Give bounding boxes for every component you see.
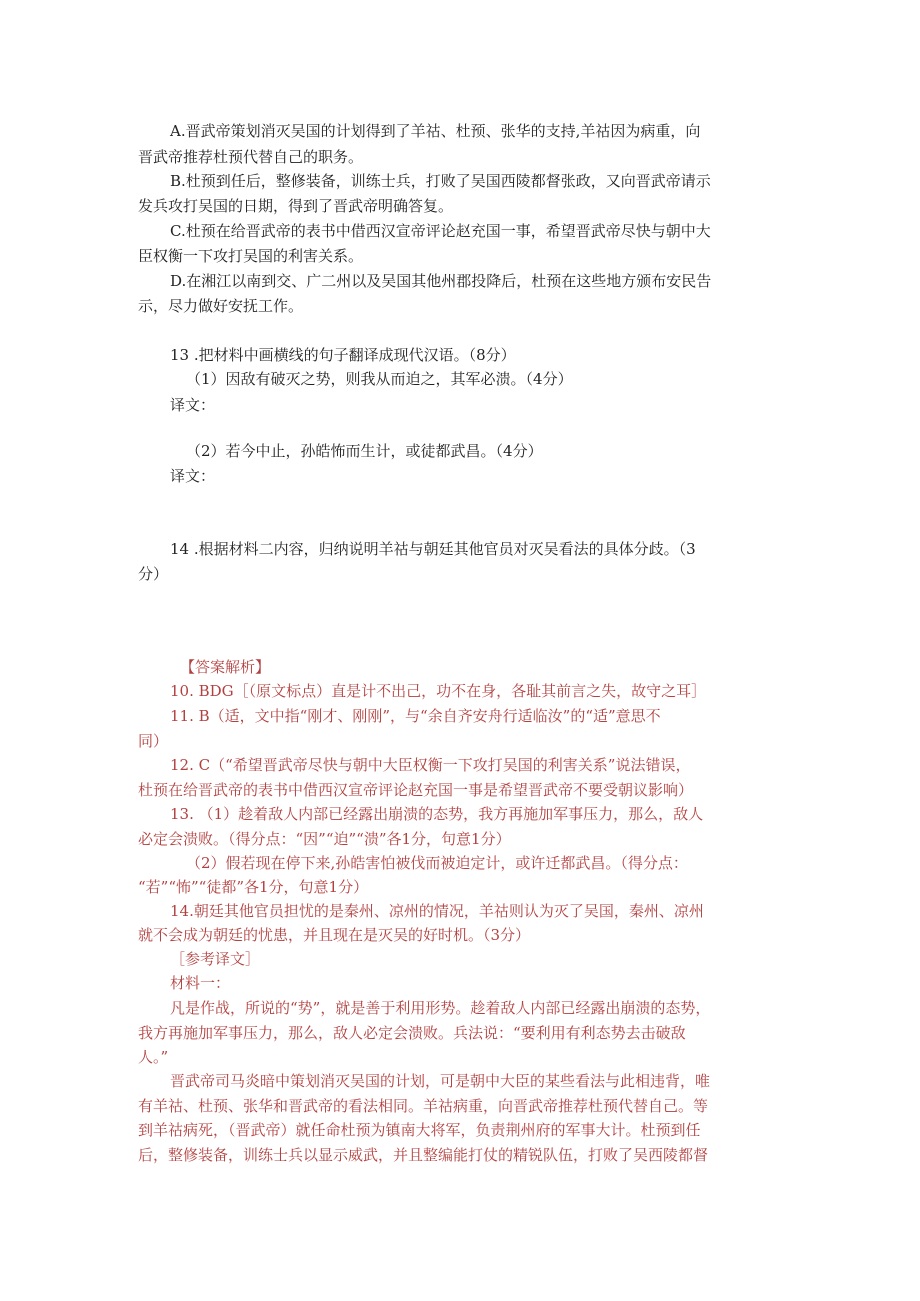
q13-sentence-1: （1）因敌有破灭之势，则我从而迫之，其军必溃。（4分） xyxy=(186,370,573,388)
reference-translation-title: ［参考译文］ xyxy=(170,950,261,968)
option-b-line-1: B.杜预到任后，整修装备，训练士兵，打败了吴国西陵都督张政，又向晋武帝请示 xyxy=(170,172,711,190)
option-d-line-1: D.在湘江以南到交、广二州以及吴国其他州郡投降后，杜预在这些地方颁布安民告 xyxy=(170,272,712,290)
answer-13-2-line-1: （2）假若现在停下来,孙皓害怕被伐而被迫定计，或许迁都武昌。（得分点： xyxy=(186,854,688,872)
q13-translation-label-2: 译文： xyxy=(170,467,216,485)
answer-13-2-line-2: “若”“怖”“徒都”各1分，句意1分） xyxy=(138,878,369,896)
answer-14-line-1: 14.朝廷其他官员担忧的是秦州、凉州的情况，羊祜则认为灭了吴国，秦州、凉州 xyxy=(170,902,704,920)
q13-translation-label-1: 译文： xyxy=(170,396,216,414)
answer-11-line-1: 11. B（适，文中指“刚才、刚刚”，与“余自齐安舟行适临汝”的“适”意思不 xyxy=(170,707,661,725)
q14-title-line-2: 分） xyxy=(138,565,169,583)
option-a-line-1: A.晋武帝策划消灭吴国的计划得到了羊祜、杜预、张华的支持,羊祜因为病重，向 xyxy=(170,122,701,140)
option-d-line-2: 示，尽力做好安抚工作。 xyxy=(138,297,304,315)
translation-p2-line-4: 后，整修装备，训练士兵以显示威武，并且整编能打仗的精锐队伍，打败了吴西陵都督 xyxy=(138,1146,709,1164)
translation-p1-line-1: 凡是作战，所说的“势”，就是善于利用形势。趁着敌人内部已经露出崩溃的态势， xyxy=(170,999,711,1017)
option-c-line-1: C.杜预在给晋武帝的表书中借西汉宣帝评论赵充国一事，希望晋武帝尽快与朝中大 xyxy=(170,222,711,240)
answer-12-line-1: 12. C（“希望晋武帝尽快与朝中大臣权衡一下攻打吴国的利害关系”说法错误， xyxy=(170,756,691,774)
option-a-line-2: 晋武帝推荐杜预代替自己的职务。 xyxy=(138,148,364,166)
answer-header: 【答案解析】 xyxy=(180,658,271,676)
material-one-label: 材料一： xyxy=(170,974,231,992)
translation-p2-line-1: 晋武帝司马炎暗中策划消灭吴国的计划，可是朝中大臣的某些看法与此相违背，唯 xyxy=(170,1072,711,1090)
translation-p2-line-2: 有羊祜、杜预、张华和晋武帝的看法相同。羊祜病重，向晋武帝推荐杜预代替自己。等 xyxy=(138,1097,709,1115)
translation-p2-line-3: 到羊祜病死，（晋武帝）就任命杜预为镇南大将军，负责荆州府的军事大计。杜预到任 xyxy=(138,1121,701,1139)
translation-p1-line-2: 我方再施加军事压力，那么，敌人必定会溃败。兵法说：“要利用有利态势去击破敌 xyxy=(138,1024,686,1042)
answer-10: 10. BDG［（原文标点）直是计不出己，功不在身，各耻其前言之失，故守之耳］ xyxy=(170,682,707,700)
answer-14-line-2: 就不会成为朝廷的忧患，并且现在是灭吴的好时机。（3分） xyxy=(138,926,531,944)
answer-11-line-2: 同） xyxy=(138,732,169,750)
q13-sentence-2: （2）若今中止，孙皓怖而生计，或徒都武昌。（4分） xyxy=(186,442,543,460)
translation-p1-line-3: 人。” xyxy=(138,1048,169,1066)
option-b-line-2: 发兵攻打吴国的日期，得到了晋武帝明确答复。 xyxy=(138,197,454,215)
answer-13-1-line-1: 13. （1）趁着敌人内部已经露出崩溃的态势，我方再施加军事压力，那么，敌人 xyxy=(170,805,704,823)
q14-title-line-1: 14 .根据材料二内容，归纳说明羊祜与朝廷其他官员对灭吴看法的具体分歧。（3 xyxy=(170,540,696,558)
answer-13-1-line-2: 必定会溃败。（得分点：“因”“迫”“溃”各1分，句意1分） xyxy=(138,830,511,848)
option-c-line-2: 臣权衡一下攻打吴国的利害关系。 xyxy=(138,247,364,265)
q13-title: 13 .把材料中画横线的句子翻译成现代汉语。（8分） xyxy=(170,346,516,364)
answer-12-line-2: 杜预在给晋武帝的表书中借西汉宣帝评论赵充国一事是希望晋武帝不要受朝议影响） xyxy=(138,781,694,799)
